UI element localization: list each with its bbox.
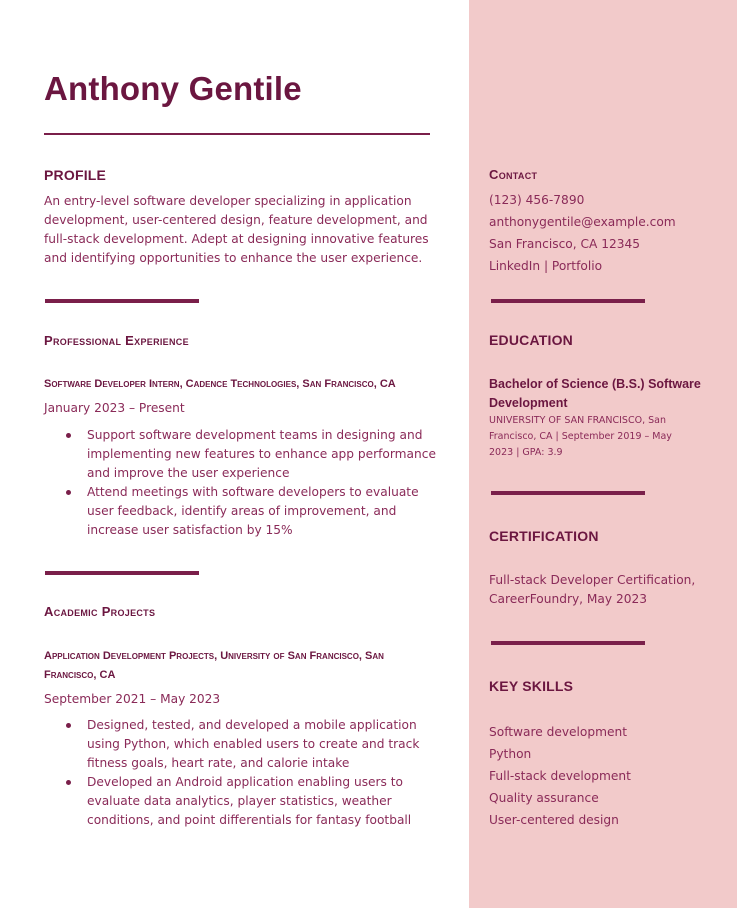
- projects-bullets: [44, 716, 436, 830]
- bullet-icon: [66, 433, 71, 438]
- list-item: Designed, tested, and developed a mobile application using Python, which enabled users to create and track fitness goals, heart rate, and calorie intake: [44, 716, 436, 773]
- section-divider: [491, 299, 645, 303]
- skill-item: User-centered design: [489, 813, 619, 827]
- projects-dates: September 2021 – May 2023: [44, 692, 221, 706]
- section-divider: [491, 641, 645, 645]
- certification-heading: CERTIFICATION: [489, 528, 599, 544]
- experience-role: Software Developer Intern, Cadence Technologies, San Francisco, CA: [44, 378, 396, 390]
- profile-heading: PROFILE: [44, 167, 107, 183]
- experience-bullets: [44, 426, 436, 540]
- list-item: Support software development teams in designing and implementing new features to enhance app performance and improve the user experience: [44, 426, 436, 483]
- profile-text: An entry-level software developer specializing in application development, user-centered design, feature development, and full-stack development. Adept at designing innovative features and identifying opportunities to enhance the user experience.: [44, 194, 429, 265]
- education-degree: Bachelor of Science (B.S.) Software Development: [489, 377, 701, 410]
- education-heading: EDUCATION: [489, 332, 573, 348]
- bullet-icon: [66, 490, 71, 495]
- certification-text: Full-stack Developer Certification, CareerFoundry, May 2023: [489, 573, 696, 606]
- contact-links: LinkedIn | Portfolio: [489, 259, 603, 273]
- skills-heading: KEY SKILLS: [489, 678, 574, 694]
- list-item: Attend meetings with software developers to evaluate user feedback, identify areas of improvement, and increase user satisfaction by 15%: [44, 483, 436, 540]
- education-details: UNIVERSITY OF SAN FRANCISCO, San Francisco, CA | September 2019 – May 2023 | GPA: 3.9: [489, 415, 672, 458]
- projects-heading: Academic Projects: [44, 604, 156, 619]
- section-divider: [45, 299, 199, 303]
- candidate-name: Anthony Gentile: [44, 70, 302, 107]
- bullet-icon: [66, 723, 71, 728]
- experience-heading: Professional Experience: [44, 333, 189, 348]
- contact-heading: Contact: [489, 167, 538, 182]
- contact-phone: (123) 456-7890: [489, 193, 585, 207]
- skill-item: Full-stack development: [489, 769, 631, 783]
- list-item: Developed an Android application enabling users to evaluate data analytics, player statistics, weather conditions, and point differentials for fantasy football: [44, 773, 436, 830]
- experience-dates: January 2023 – Present: [44, 401, 185, 415]
- projects-title: Application Development Projects, University of San Francisco, San Francisco, CA: [44, 650, 384, 681]
- section-divider: [491, 491, 645, 495]
- bullet-icon: [66, 780, 71, 785]
- section-divider: [45, 571, 199, 575]
- contact-location: San Francisco, CA 12345: [489, 237, 640, 251]
- contact-email: anthonygentile@example.com: [489, 215, 676, 229]
- skill-item: Quality assurance: [489, 791, 599, 805]
- skill-item: Python: [489, 747, 532, 761]
- name-divider: [44, 133, 430, 135]
- skill-item: Software development: [489, 725, 627, 739]
